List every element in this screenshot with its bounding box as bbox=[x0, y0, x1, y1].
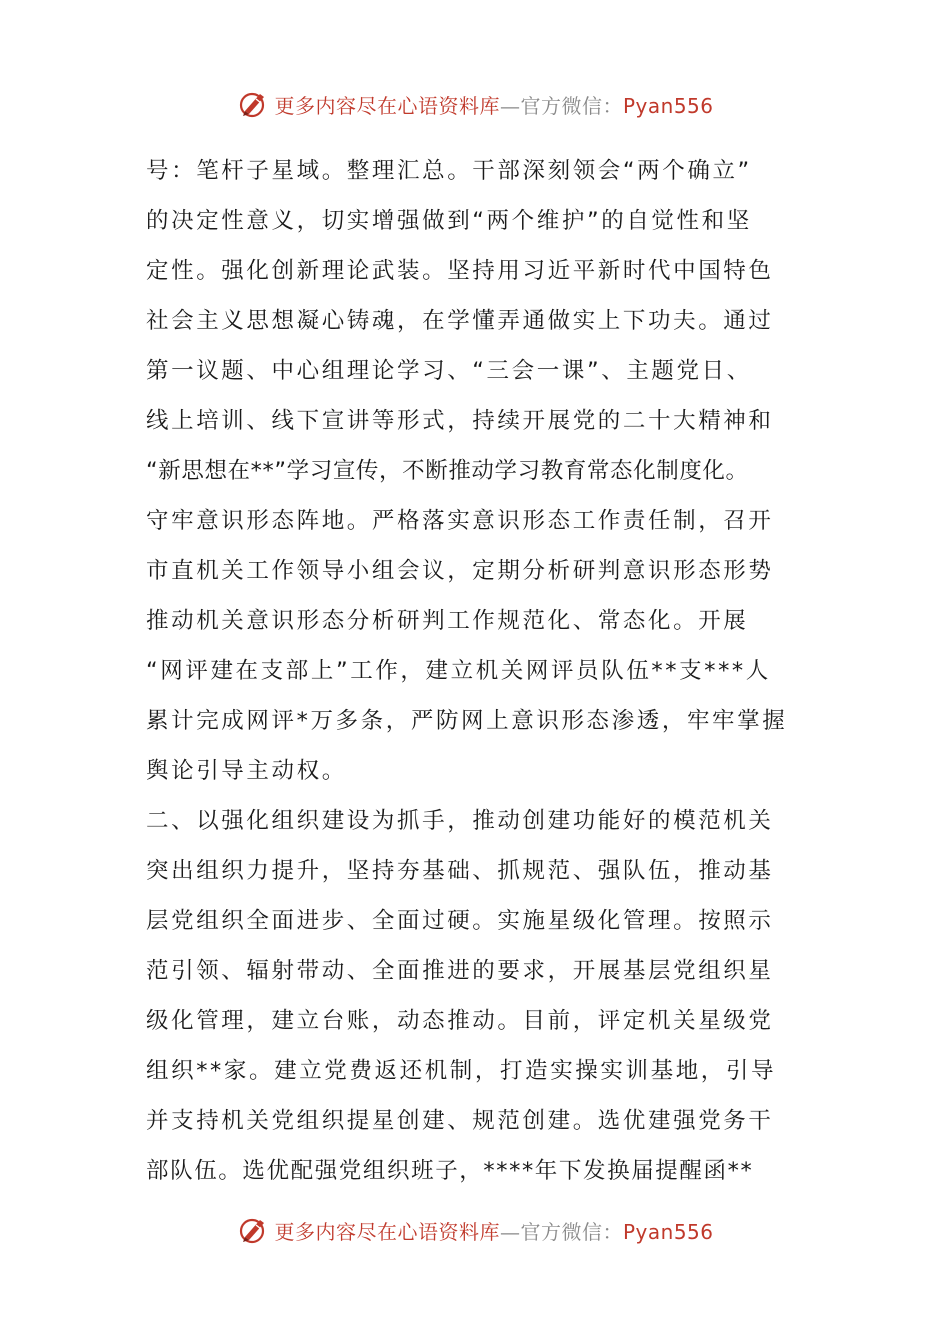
body-line: 号：笔杆子星域。整理汇总。干部深刻领会“两个确立” bbox=[146, 158, 752, 184]
body-line: 组织**家。建立党费返还机制，打造实操实训基地，引导 bbox=[146, 1058, 777, 1084]
body-line: 范引领、辐射带动、全面推进的要求，开展基层党组织星 bbox=[146, 958, 774, 984]
watermark-site-name: 更多内容尽在心语资料库 bbox=[274, 93, 500, 118]
footer-watermark bbox=[0, 1210, 950, 1250]
body-line: 部队伍。选优配强党组织班子，****年下发换届提醒函** bbox=[146, 1158, 754, 1184]
body-line: “网评建在支部上”工作，建立机关网评员队伍**支***人 bbox=[146, 658, 771, 684]
watermark-text bbox=[274, 90, 713, 119]
watermark-wechat-label: —官方微信： bbox=[499, 93, 623, 118]
body-line: 突出组织力提升，坚持夯基础、抓规范、强队伍，推动基 bbox=[146, 858, 774, 884]
watermark-text bbox=[274, 1216, 713, 1245]
body-line: 守牢意识形态阵地。严格落实意识形态工作责任制，召开 bbox=[146, 508, 774, 534]
body-line: 社会主义思想凝心铸魂，在学懂弄通做实上下功夫。通过 bbox=[146, 308, 774, 334]
body-line: 并支持机关党组织提星创建、规范创建。选优建强党务干 bbox=[146, 1108, 774, 1134]
body-line: 级化管理，建立台账，动态推动。目前，评定机关星级党 bbox=[146, 1008, 774, 1034]
section-heading: 二、以强化组织建设为抓手，推动创建功能好的模范机关 bbox=[146, 808, 774, 834]
watermark-wechat-id: Pyan556 bbox=[622, 1219, 714, 1244]
body-line: 舆论引导主动权。 bbox=[146, 758, 347, 784]
body-line: 的决定性意义，切实增强做到“两个维护”的自觉性和坚 bbox=[146, 208, 752, 234]
body-line: 定性。强化创新理论武装。坚持用习近平新时代中国特色 bbox=[146, 258, 774, 284]
watermark-site-name: 更多内容尽在心语资料库 bbox=[274, 1219, 500, 1244]
header-watermark bbox=[0, 84, 950, 124]
body-line: 市直机关工作领导小组会议，定期分析研判意识形态形势 bbox=[146, 558, 774, 584]
body-line: 推动机关意识形态分析研判工作规范化、常态化。开展 bbox=[146, 608, 749, 634]
watermark-wechat-id: Pyan556 bbox=[622, 93, 714, 118]
pen-logo-icon bbox=[236, 87, 270, 121]
pen-logo-icon bbox=[236, 1213, 270, 1247]
body-line: “新思想在**”学习宣传，不断推动学习教育常态化制度化。 bbox=[146, 458, 749, 484]
document-body bbox=[146, 146, 836, 1196]
body-line: 累计完成网评*万多条，严防网上意识形态渗透，牢牢掌握 bbox=[146, 708, 788, 734]
watermark-wechat-label: —官方微信： bbox=[499, 1219, 623, 1244]
body-line: 第一议题、中心组理论学习、“三会一课”、主题党日、 bbox=[146, 358, 752, 384]
body-line: 线上培训、线下宣讲等形式，持续开展党的二十大精神和 bbox=[146, 408, 774, 434]
body-line: 层党组织全面进步、全面过硬。实施星级化管理。按照示 bbox=[146, 908, 774, 934]
